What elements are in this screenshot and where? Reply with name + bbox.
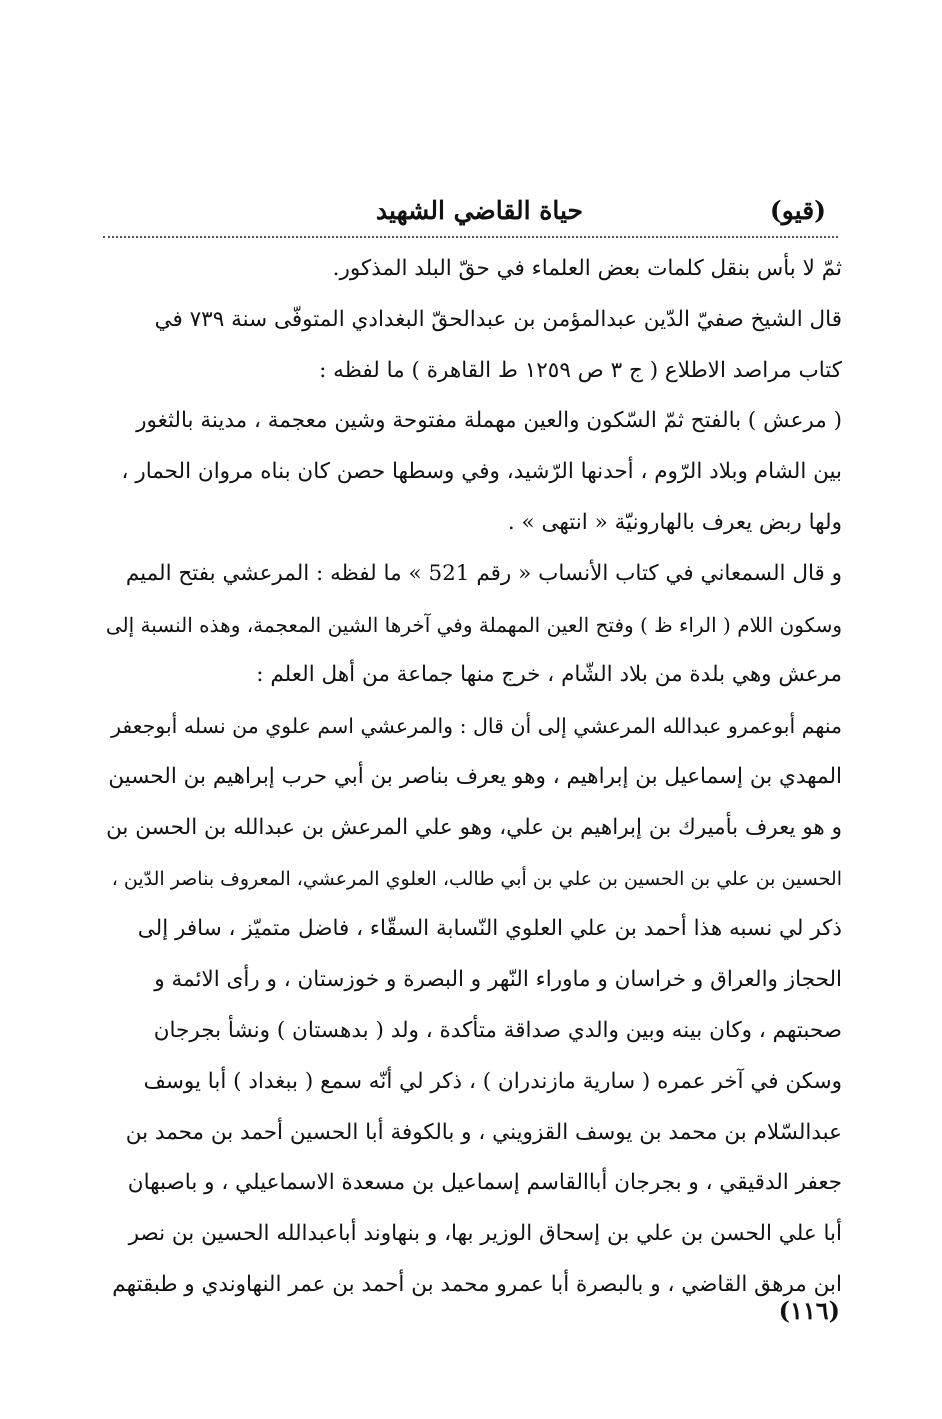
page-number: (١١٦) [778, 1296, 840, 1325]
text-line: كتاب مراصد الاطلاع ( ج ٣ ص ١٢٥٩ ط القاهرة ) ما لفظه : [319, 357, 842, 383]
text-line: ولها ربض يعرف بالهارونيّة « انتهى » . [507, 509, 842, 535]
text-line: و قال السمعاني في كتاب الأنساب « رقم 521 » ما لفظه : المرعشي بفتح الميم [125, 560, 842, 586]
text-line: ثمّ لا بأس بنقل كلمات بعض العلماء في حقّ البلد المذكور. [332, 256, 842, 281]
text-line: جعفر الدقيقي ، و بجرجان أباالقاسم إسماعيل بن مسعدة الاسماعيلي ، و باصبهان [127, 1170, 842, 1196]
text-line: عبدالسّلام بن محمد بن يوسف القزويني ، و بالكوفة أبا الحسين أحمد بن محمد بن [125, 1119, 842, 1145]
text-line: ابن مرهق القاضي ، و بالبصرة أبا عمرو محمد بن أحمد بن عمر النهاوندي و طبقتهم [112, 1271, 842, 1297]
page-header [100, 196, 838, 232]
text-line: بين الشام وبلاد الرّوم ، أحدنها الرّشيد، وفي وسطها حصن كان بناه مروان الحمار ، [121, 459, 842, 485]
text-line: ذكر لي نسبه هذا أحمد بن علي العلوي النّسابة السقّاء ، فاضل متميّز ، سافر إلى [137, 916, 842, 942]
text-line: وسكن في آخر عمره ( سارية مازندران ) ، ذكر لي أنّه سمع ( ببغداد ) أبا يوسف [143, 1068, 842, 1094]
text-line: صحبتهم ، وكان بينه وبين والدي صداقة متأكدة ، ولد ( بدهستان ) ونشأ بجرجان [153, 1017, 842, 1043]
running-title: حياة القاضي الشهيد [375, 196, 583, 225]
text-line: المهدي بن إسماعيل بن إبراهيم ، وهو يعرف بناصر بن أبي حرب إبراهيم بن الحسين [108, 763, 842, 789]
text-line: الحسين بن علي بن الحسين بن علي بن أبي طالب، العلوي المرعشي، المعروف بناصر الدّين ، [111, 867, 842, 890]
text-line: أبا علي الحسن بن علي بن إسحاق الوزير بها، و بنهاوند أباعبدالله الحسين بن نصر [128, 1221, 842, 1247]
header-page-code: (قيو) [769, 196, 826, 225]
text-line: وسكون اللام ( الراء ظ ) وفتح العين المهملة وفي آخرها الشين المعجمة، وهذه النسبة إلى [105, 612, 842, 637]
text-line: ( مرعش ) بالفتح ثمّ السّكون والعين مهملة مفتوحة وشين معجمة ، مدينة بالثغور [136, 408, 842, 434]
text-line: و هو يعرف بأميرك بن إبراهيم بن علي، وهو علي المرعش بن عبدالله بن الحسن بن [106, 814, 842, 840]
header-divider [103, 236, 838, 238]
text-line: منهم أبوعمرو عبدالله المرعشي إلى أن قال : والمرعشي اسم علوي من نسله أبوجعفر [111, 714, 842, 739]
text-line: الحجاز والعراق و خراسان و ماوراء النّهر و البصرة و خوزستان ، و رأى الائمة و [154, 967, 842, 993]
text-line: مرعش وهي بلدة من بلاد الشّام ، خرج منها جماعة من أهل العلم : [256, 662, 842, 688]
body-text [100, 244, 842, 1311]
text-line: قال الشيخ صفيّ الدّين عبدالمؤمن بن عبدالحقّ البغدادي المتوفّى سنة ٧٣٩ في [154, 306, 842, 332]
